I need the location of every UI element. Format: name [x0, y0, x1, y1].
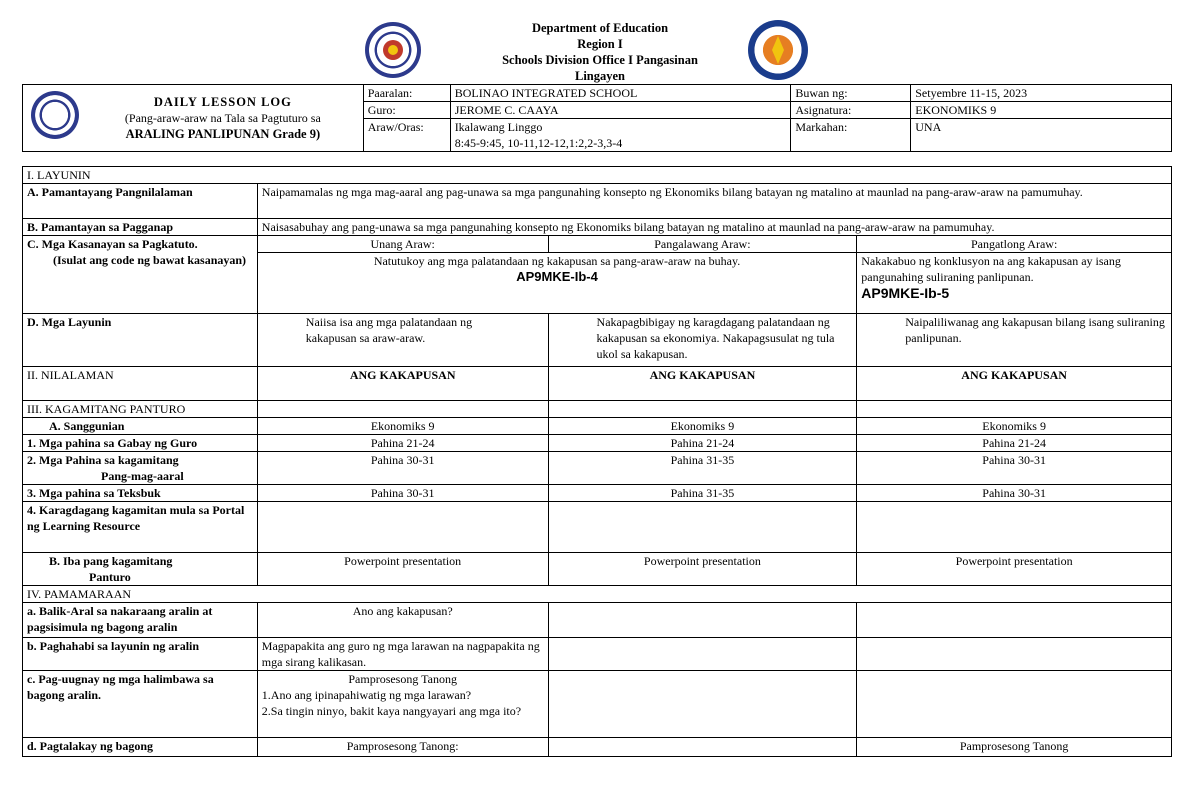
- kagamitan-day3: [857, 401, 1172, 418]
- araw-week: Ikalawang Linggo: [454, 120, 543, 134]
- step-a-day2: [548, 603, 857, 638]
- sanggunian-day3: Ekonomiks 9: [857, 418, 1172, 435]
- paaralan-value: BOLINAO INTEGRATED SCHOOL: [450, 85, 791, 102]
- dll-title: DAILY LESSON LOG: [153, 95, 292, 109]
- kagamitan-day2: [548, 401, 857, 418]
- step-c-question2: 2.Sa tingin ninyo, bakit kaya nangyayari ang mga ito?: [261, 704, 522, 718]
- section-nilalaman: II. NILALAMAN: [23, 367, 258, 401]
- portal-day1: [257, 502, 548, 553]
- sanggunian-day2: Ekonomiks 9: [548, 418, 857, 435]
- gabay-day2: Pahina 21-24: [548, 435, 857, 452]
- kagamitang-label-line2: Pang-mag-aaral: [101, 469, 184, 483]
- row-c-text3: [857, 253, 1172, 314]
- row-c-code12: AP9MKE-Ib-4: [516, 269, 598, 284]
- kagamitang-day1: Pahina 30-31: [257, 452, 548, 485]
- step-d-day3: Pamprosesong Tanong: [857, 738, 1172, 757]
- section-kagamitan: III. KAGAMITANG PANTURO: [23, 401, 258, 418]
- header-region: Region I: [577, 37, 623, 51]
- dll-subtitle: (Pang-araw-araw na Tala sa Pagtuturo sa: [124, 111, 321, 125]
- buwan-value: Setyembre 11-15, 2023: [911, 85, 1172, 102]
- step-a-day3: [857, 603, 1172, 638]
- teksbuk-day2: Pahina 31-35: [548, 485, 857, 502]
- sanggunian-day1: Ekonomiks 9: [257, 418, 548, 435]
- nilalaman-day1: ANG KAKAPUSAN: [257, 367, 548, 401]
- nilalaman-day3: ANG KAKAPUSAN: [857, 367, 1172, 401]
- row-c-title: C. Mga Kasanayan sa Pagkatuto.: [27, 237, 198, 251]
- section-layunin: I. LAYUNIN: [23, 167, 1172, 184]
- iba-day2: Powerpoint presentation: [548, 553, 857, 586]
- gabay-day3: Pahina 21-24: [857, 435, 1172, 452]
- dll-title-cell: [23, 85, 364, 152]
- kagamitang-day3: Pahina 30-31: [857, 452, 1172, 485]
- row-d-text2: Nakapagbibigay ng karagdagang palatandaan ng kakapusan sa ekonomiya. Nakapagsusulat ng tula ukol sa kakapusan.: [548, 314, 857, 367]
- section-pamamaraan: IV. PAMAMARAAN: [23, 586, 1172, 603]
- markahan-value: UNA: [911, 119, 1172, 152]
- step-c-day1: [257, 671, 548, 738]
- gabay-label: 1. Mga pahina sa Gabay ng Guro: [23, 435, 258, 452]
- guro-value: JEROME C. CAAYA: [450, 102, 791, 119]
- row-c-competency3: Nakakabuo ng konklusyon na ang kakapusan ay isang pangunahing suliraning panlipunan.: [861, 254, 1121, 284]
- row-c-note: (Isulat ang code ng bawat kasanayan): [53, 253, 247, 267]
- step-b-day2: [548, 638, 857, 671]
- step-d-label: d. Pagtalakay ng bagong: [23, 738, 258, 757]
- step-d-day2: [548, 738, 857, 757]
- row-c-text12: [257, 253, 856, 314]
- iba-label: [23, 553, 258, 586]
- header-division: Schools Division Office I Pangasinan: [502, 53, 698, 67]
- step-c-day2: [548, 671, 857, 738]
- asignatura-label: Asignatura:: [791, 102, 911, 119]
- markahan-label: Markahan:: [791, 119, 911, 152]
- step-a-label: a. Balik-Aral sa nakaraang aralin at pagsisimula ng bagong aralin: [23, 603, 258, 638]
- row-c-code3: AP9MKE-Ib-5: [861, 285, 950, 301]
- asignatura-value: EKONOMIKS 9: [911, 102, 1172, 119]
- kagamitang-label: [23, 452, 258, 485]
- plan-table: [22, 166, 1172, 757]
- row-a-text: Naipamamalas ng mga mag-aaral ang pag-unawa sa mga pangunahing konsepto ng Ekonomiks bilang batayan ng matalino at maunlad na pang-araw-araw na pamumuhay.: [257, 184, 1171, 219]
- kagamitang-day2: Pahina 31-35: [548, 452, 857, 485]
- portal-label: 4. Karagdagang kagamitan mula sa Portal ng Learning Resource: [23, 502, 258, 553]
- row-d-label: D. Mga Layunin: [23, 314, 258, 367]
- row-d-text1: Naiisa isa ang mga palatandaan ng kakapusan sa araw-araw.: [257, 314, 548, 367]
- kagamitang-label-line1: 2. Mga Pahina sa kagamitang: [27, 453, 179, 467]
- step-c-title: Pamprosesong Tanong: [348, 672, 457, 686]
- portal-day3: [857, 502, 1172, 553]
- araw-times: 8:45-9:45, 10-11,12-12,1:2,2-3,3-4: [454, 136, 623, 150]
- row-b-text: Naisasabuhay ang pang-unawa sa mga pangunahing konsepto ng Ekonomiks bilang batayan ng matalino at maunlad na pang-araw-araw na pamumuhay.: [257, 219, 1171, 236]
- guro-label: Guro:: [363, 102, 450, 119]
- step-c-label: c. Pag-uugnay ng mga halimbawa sa bagong aralin.: [23, 671, 258, 738]
- araw-value: [450, 119, 791, 152]
- step-b-day3: [857, 638, 1172, 671]
- kagamitan-day1: [257, 401, 548, 418]
- buwan-label: Buwan ng:: [791, 85, 911, 102]
- iba-label-line2: Panturo: [89, 570, 131, 584]
- step-c-question1: 1.Ano ang ipinapahiwatig ng mga larawan?: [261, 688, 472, 702]
- info-table: [22, 84, 1172, 152]
- nilalaman-day2: ANG KAKAPUSAN: [548, 367, 857, 401]
- day2-header: Pangalawang Araw:: [548, 236, 857, 253]
- iba-day3: Powerpoint presentation: [857, 553, 1172, 586]
- dll-subject: ARALING PANLIPUNAN Grade 9): [125, 127, 321, 141]
- step-b-label: b. Paghahabi sa layunin ng aralin: [23, 638, 258, 671]
- gabay-day1: Pahina 21-24: [257, 435, 548, 452]
- step-c-day3: [857, 671, 1172, 738]
- header-city: Lingayen: [574, 69, 625, 83]
- row-b-label: B. Pamantayan sa Pagganap: [23, 219, 258, 236]
- teksbuk-label: 3. Mga pahina sa Teksbuk: [23, 485, 258, 502]
- teksbuk-day3: Pahina 30-31: [857, 485, 1172, 502]
- row-d-text3: Naipaliliwanag ang kakapusan bilang isang suliraning panlipunan.: [857, 314, 1172, 367]
- step-d-day1: Pamprosesong Tanong:: [257, 738, 548, 757]
- step-b-day1: Magpapakita ang guro ng mga larawan na nagpapakita ng mga sirang kalikasan.: [257, 638, 548, 671]
- header-department: Department of Education: [531, 21, 669, 35]
- step-a-day1: Ano ang kakapusan?: [257, 603, 548, 638]
- iba-day1: Powerpoint presentation: [257, 553, 548, 586]
- day3-header: Pangatlong Araw:: [857, 236, 1172, 253]
- paaralan-label: Paaralan:: [363, 85, 450, 102]
- deped-logo-icon: [31, 91, 79, 139]
- sanggunian-label: A. Sanggunian: [23, 418, 258, 435]
- iba-label-line1: B. Iba pang kagamitang: [49, 554, 173, 568]
- teksbuk-day1: Pahina 30-31: [257, 485, 548, 502]
- portal-day2: [548, 502, 857, 553]
- row-a-label: A. Pamantayang Pangnilalaman: [23, 184, 258, 219]
- row-c-label: [23, 236, 258, 314]
- day1-header: Unang Araw:: [257, 236, 548, 253]
- araw-label: Araw/Oras:: [363, 119, 450, 152]
- row-c-competency12: Natutukoy ang mga palatandaan ng kakapusan sa pang-araw-araw na buhay.: [373, 254, 741, 268]
